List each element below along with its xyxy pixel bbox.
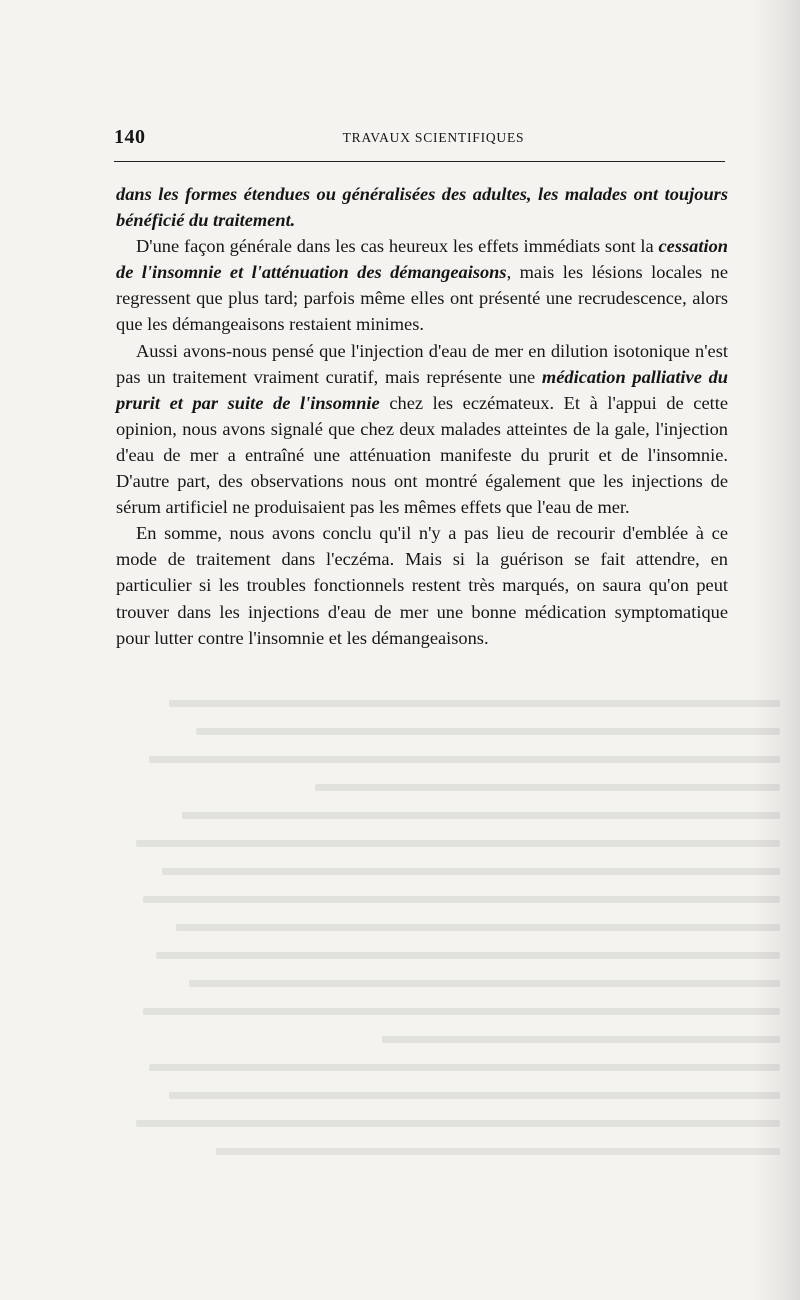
paragraph-2	[116, 233, 728, 337]
page-header	[114, 124, 725, 154]
paragraph-3-emphasis: médication palliative du prurit et par suite de l'insomnie	[116, 366, 728, 413]
page-number: 140	[114, 126, 146, 148]
paragraph-3	[116, 338, 728, 521]
paragraph-3-text-2: chez les eczémateux. Et à l'appui de cette opinion, nous avons signalé que chez deux malades atteintes de la gale, l'injection d'eau de mer a entraîné une atténuation manifeste du prurit et de l'insomnie. D'autre part, des observations nous ont montré également que les injections de sérum artificiel ne produisaient pas les mêmes effets que l'eau de mer.	[116, 392, 729, 518]
paragraph-3-text-1: Aussi avons-nous pensé que l'injection d'eau de mer en dilution isotonique n'est pas un traitement vraiment curatif, mais représente une	[116, 340, 728, 387]
reverse-side-bleed-through	[116, 700, 780, 1220]
header-rule	[114, 161, 725, 162]
paragraph-1-emphasis: dans les formes étendues ou généralisées des adultes, les malades ont toujours bénéficié du traitement.	[116, 184, 728, 231]
paragraph-4-text: En somme, nous avons conclu qu'il n'y a pas lieu de recourir d'emblée à ce mode de traitement dans l'eczéma. Mais si la guérison se fait attendre, en particulier si les troubles fonctionnels restent très marqués, on saura qu'on peut trouver dans les injections d'eau de mer une bonne médication symptomatique pour lutter contre l'insomnie et les démangeaisons.	[116, 523, 728, 648]
paragraph-2-emphasis: cessation de l'insomnie et l'atténuation des démangeaisons	[116, 236, 728, 283]
paragraph-2-text-2: , mais les lésions locales ne regressent que plus tard; parfois même elles ont présenté une recrudescence, alors que les démangeaisons restaient minimes.	[116, 262, 728, 335]
paragraph-4	[116, 520, 728, 650]
paragraph-1	[116, 181, 728, 233]
running-title: TRAVAUX SCIENTIFIQUES	[342, 130, 525, 145]
paragraph-2-text-1: D'une façon générale dans les cas heureux les effets immédiats sont la	[136, 236, 659, 257]
body-text	[116, 181, 728, 651]
